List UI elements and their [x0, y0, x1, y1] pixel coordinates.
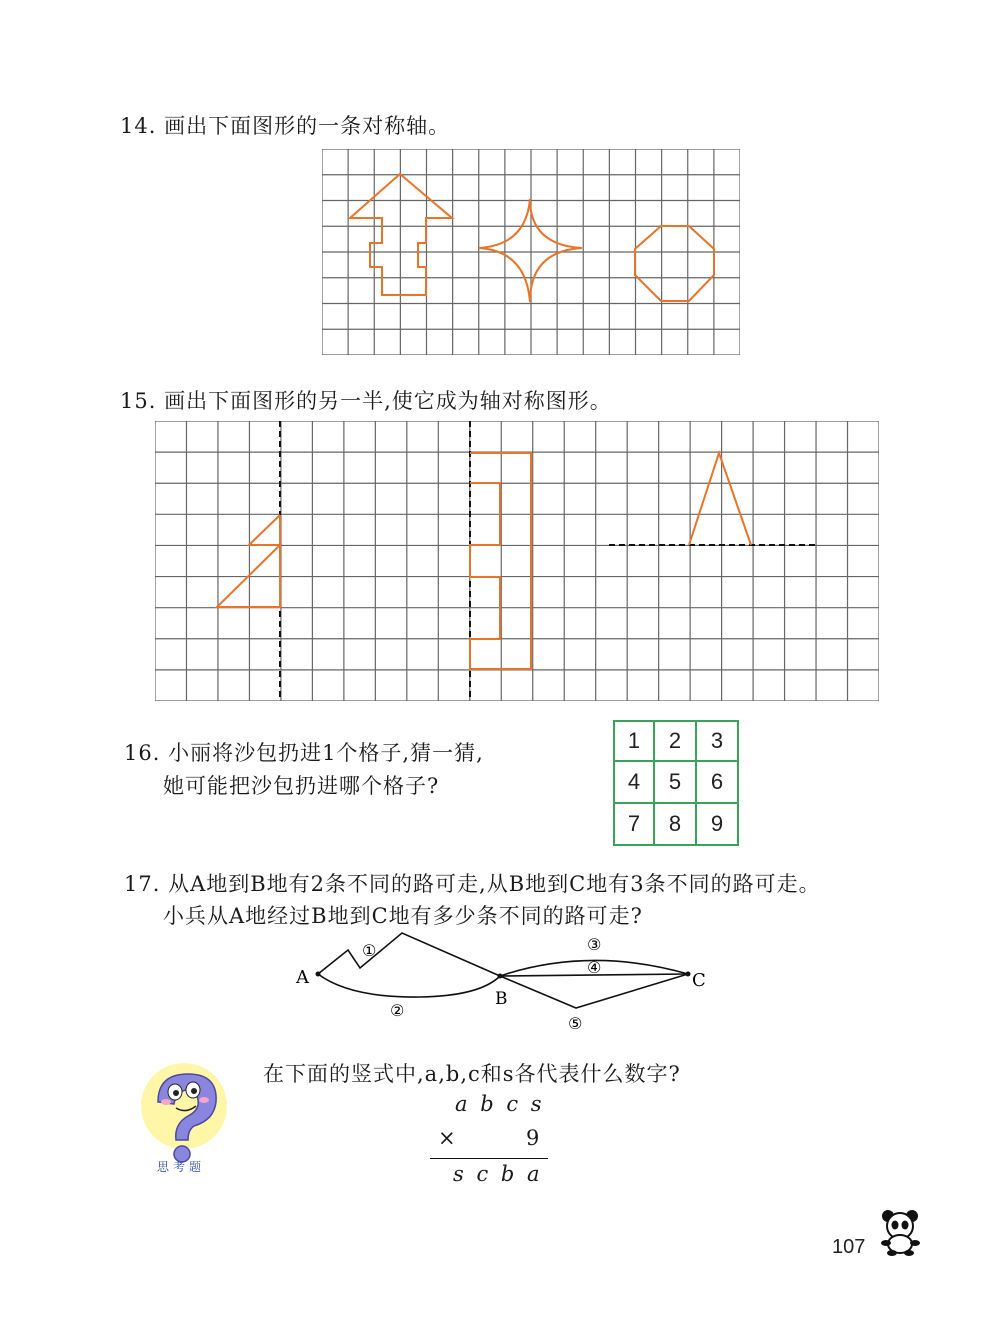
grid-14	[322, 149, 740, 355]
number-grid	[613, 720, 739, 846]
thinking-badge: 思考题	[157, 1160, 206, 1174]
grid-cell[interactable]: 1	[613, 720, 655, 762]
grid-cell[interactable]: 2	[655, 720, 697, 762]
route-label-3: ③	[587, 935, 602, 954]
label-c: C	[692, 970, 706, 991]
grid-cell[interactable]: 4	[613, 762, 655, 804]
route-label-4: ④	[587, 958, 602, 977]
page-number: 107	[832, 1236, 866, 1258]
half-shape-1	[217, 515, 280, 607]
calc-operator: ×	[438, 1126, 456, 1150]
question-17-line2: 小兵从A地经过B地到C地有多少条不同的路可走?	[163, 904, 643, 928]
route-label-2: ②	[390, 1001, 405, 1020]
route-5	[500, 974, 688, 1008]
panda-icon	[876, 1206, 926, 1256]
route-diagram	[290, 928, 730, 1038]
point-b-dot	[498, 974, 503, 979]
grid-cell[interactable]: 5	[655, 762, 697, 804]
vertical-multiplication	[420, 1090, 560, 1190]
route-label-5: ⑤	[568, 1014, 583, 1033]
grid-cell[interactable]: 3	[697, 720, 739, 762]
octagon-shape	[635, 226, 714, 301]
route-label-1: ①	[362, 941, 377, 960]
grid-cell[interactable]: 8	[655, 804, 697, 846]
question-15: 15. 画出下面图形的另一半,使它成为轴对称图形。	[120, 389, 612, 413]
half-shape-2	[470, 453, 531, 669]
calc-row1: a b c s	[455, 1092, 545, 1116]
grid-15	[155, 421, 879, 701]
question-14: 14. 画出下面图形的一条对称轴。	[120, 114, 451, 138]
question-17-line1: 17. 从A地到B地有2条不同的路可走,从B地到C地有3条不同的路可走。	[124, 872, 821, 896]
calc-rule	[430, 1158, 548, 1159]
calc-multiplier: 9	[526, 1126, 540, 1150]
label-b: B	[495, 989, 508, 1009]
half-shape-3	[689, 453, 751, 545]
question-16-line1: 16. 小丽将沙包扔进1个格子,猜一猜,	[124, 741, 484, 765]
label-a: A	[296, 967, 309, 988]
route-2	[318, 974, 500, 997]
point-c-dot	[686, 972, 691, 977]
calc-row3: s c b a	[453, 1162, 543, 1186]
thinking-question: 在下面的竖式中,a,b,c和s各代表什么数字?	[263, 1062, 681, 1086]
question-16-line2: 她可能把沙包扔进哪个格子?	[163, 774, 440, 798]
arrow-shape	[350, 174, 452, 295]
grid-cell[interactable]: 9	[697, 804, 739, 846]
grid-cell[interactable]: 6	[697, 762, 739, 804]
grid-cell[interactable]: 7	[613, 804, 655, 846]
point-a-dot	[316, 972, 321, 977]
route-1	[318, 933, 500, 976]
